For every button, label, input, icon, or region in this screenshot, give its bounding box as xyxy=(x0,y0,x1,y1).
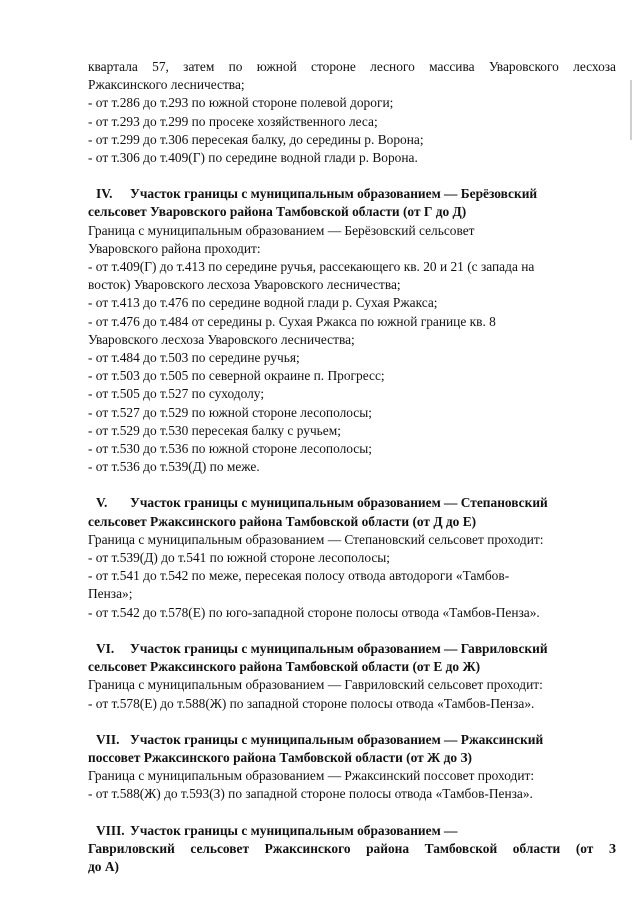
section-heading-line: сельсовет Уваровского района Тамбовской области (от Г до Д) xyxy=(88,204,467,220)
section-body-line: - от т.503 до т.505 по северной окраине п. Прогресс; xyxy=(88,368,385,384)
section xyxy=(88,185,616,476)
section-heading-line: сельсовет Ржаксинского района Тамбовской области (от Е до Ж) xyxy=(88,659,481,675)
intro-block xyxy=(88,58,616,167)
intro-line: - от т.306 до т.409(Г) по середине водной глади р. Ворона. xyxy=(88,150,418,166)
section-body-line: Граница с муниципальным образованием — Берёзовский сельсовет xyxy=(88,222,475,238)
section-body-line: Уваровского лесхоза Уваровского лесничества; xyxy=(88,331,355,347)
section-body-line: - от т.505 до т.527 по суходолу; xyxy=(88,386,265,402)
section-heading-line xyxy=(88,185,616,203)
section-heading-line: сельсовет Ржаксинского района Тамбовской области (от Д до Е) xyxy=(88,513,477,529)
section-heading-line xyxy=(88,731,616,749)
section xyxy=(88,731,616,804)
scan-margin-mark xyxy=(630,80,632,140)
intro-line: квартала 57, затем по южной стороне лесного массива Уваровского лесхоза xyxy=(88,59,616,74)
section-body-line: Граница с муниципальным образованием — Степановский сельсовет проходит: xyxy=(88,531,544,547)
section-body-line: Пенза»; xyxy=(88,586,133,602)
section-body-line: - от т.413 до т.476 по середине водной глади р. Сухая Ржакса; xyxy=(88,295,438,311)
section-gap xyxy=(88,622,616,640)
section-body-line: Уваровского района проходит: xyxy=(88,240,261,256)
section-number: VIII. xyxy=(96,822,125,838)
section-body-line: - от т.536 до т.539(Д) по меже. xyxy=(88,459,260,475)
sections xyxy=(88,167,616,876)
section-number: VI. xyxy=(96,640,115,656)
section-gap xyxy=(88,804,616,822)
document-page xyxy=(88,58,616,876)
section-heading-line: поссовет Ржаксинского района Тамбовской области (от Ж до З) xyxy=(88,749,472,765)
section-gap xyxy=(88,167,616,185)
intro-line: Ржаксинского лесничества; xyxy=(88,77,245,93)
section-heading-text: Участок границы с муниципальным образованием — Берёзовский xyxy=(130,186,538,202)
section-heading-line: Гавриловский сельсовет Ржаксинского района Тамбовской области (от З xyxy=(88,840,616,856)
section-body-line: - от т.542 до т.578(Е) по юго-западной стороне полосы отвода «Тамбов-Пенза». xyxy=(88,604,540,620)
section-heading-line xyxy=(88,494,616,512)
section-body-line: - от т.409(Г) до т.413 по середине ручья, рассекающего кв. 20 и 21 (с запада на xyxy=(88,259,535,275)
intro-line: - от т.299 до т.306 пересекая балку, до середины р. Ворона; xyxy=(88,131,424,147)
section-body-line: - от т.578(Е) до т.588(Ж) по западной стороне полосы отвода «Тамбов-Пенза». xyxy=(88,695,535,711)
section-body-line: - от т.539(Д) до т.541 по южной стороне лесополосы; xyxy=(88,550,391,566)
section-body-line: Граница с муниципальным образованием — Ржаксинский поссовет проходит: xyxy=(88,768,535,784)
section-heading-line: до А) xyxy=(88,858,119,874)
section-heading-text: Участок границы с муниципальным образованием — Ржаксинский xyxy=(130,731,544,747)
section-body-line: - от т.484 до т.503 по середине ручья; xyxy=(88,350,300,366)
section-body-line: - от т.541 до т.542 по меже, пересекая полосу отвода автодороги «Тамбов- xyxy=(88,568,510,584)
section-body-line: - от т.527 до т.529 по южной стороне лесополосы; xyxy=(88,404,372,420)
section-body-line: - от т.530 до т.536 по южной стороне лесополосы; xyxy=(88,441,372,457)
section-heading-text: Участок границы с муниципальным образованием — Гавриловский xyxy=(130,640,548,656)
section-heading-text: Участок границы с муниципальным образованием — xyxy=(130,822,458,838)
section-number: IV. xyxy=(96,186,113,202)
section-heading-text: Участок границы с муниципальным образованием — Степановский xyxy=(130,495,548,511)
intro-line: - от т.286 до т.293 по южной стороне полевой дороги; xyxy=(88,95,394,111)
section-number: VII. xyxy=(96,731,120,747)
section-gap xyxy=(88,476,616,494)
intro-line: - от т.293 до т.299 по просеке хозяйственного леса; xyxy=(88,113,378,129)
section-body-line: Граница с муниципальным образованием — Гавриловский сельсовет проходит: xyxy=(88,677,543,693)
section xyxy=(88,822,616,877)
section xyxy=(88,494,616,621)
section-body-line: восток) Уваровского лесхоза Уваровского лесничества; xyxy=(88,277,401,293)
section-heading-line xyxy=(88,640,616,658)
section-body-line: - от т.588(Ж) до т.593(З) по западной стороне полосы отвода «Тамбов-Пенза». xyxy=(88,786,533,802)
section-number: V. xyxy=(96,495,108,511)
section-gap xyxy=(88,713,616,731)
section-body-line: - от т.476 до т.484 от середины р. Сухая Ржакса по южной границе кв. 8 xyxy=(88,313,496,329)
section-body-line: - от т.529 до т.530 пересекая балку с ручьем; xyxy=(88,422,341,438)
section-heading-line xyxy=(88,822,616,840)
section xyxy=(88,640,616,713)
